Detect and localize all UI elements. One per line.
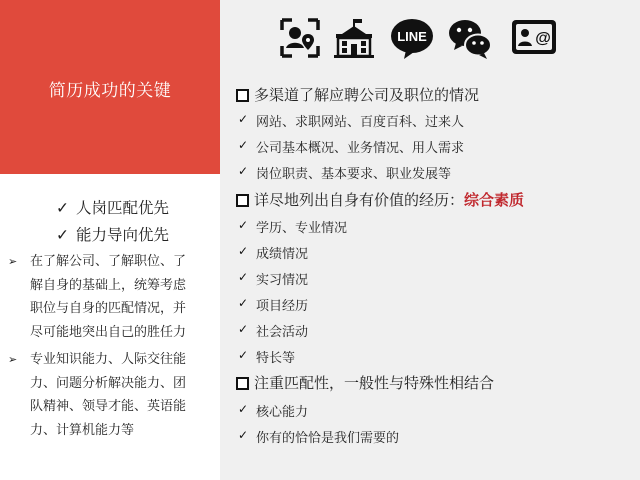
section-heading: 详尽地列出自身有价值的经历：综合素质: [254, 191, 525, 209]
svg-text:LINE: LINE: [397, 29, 427, 44]
check-item: ✓ 能力导向优先: [56, 226, 170, 244]
checkmark-icon: ✓: [238, 138, 249, 152]
title-banner: [0, 0, 220, 174]
list-item: 实习情况: [256, 273, 309, 288]
checkmark-icon: ✓: [238, 402, 249, 416]
checkmark-icon: ✓: [238, 270, 249, 284]
checkmark-icon: ✓: [56, 199, 69, 217]
square-bullet-icon: [236, 377, 249, 390]
left-panel: [0, 0, 220, 480]
section-heading: 注重匹配性，一般性与特殊性相结合: [254, 374, 495, 392]
icon-row: [220, 16, 640, 62]
arrow-paragraph: ➢ 在了解公司、了解职位、了 解自身的基础上，统筹考虑 职位与自身的匹配情况，并 尽可能地突出自己的胜任力: [8, 250, 214, 344]
checkmark-icon: ✓: [238, 112, 249, 126]
contact-card-icon: [278, 16, 322, 60]
wechat-icon: [448, 16, 492, 60]
square-bullet-icon: [236, 89, 249, 102]
list-item: 你有的恰恰是我们需要的: [256, 431, 400, 446]
checkmark-icon: ✓: [238, 296, 249, 310]
check-item: ✓ 人岗匹配优先: [56, 199, 170, 217]
list-item: 项目经历: [256, 299, 309, 314]
square-bullet-icon: [236, 194, 249, 207]
checkmark-icon: ✓: [238, 164, 249, 178]
right-panel: [220, 0, 640, 480]
arrow-bullet-icon: ➢: [8, 353, 18, 366]
svg-text:@: @: [535, 30, 551, 47]
list-item: 学历、专业情况: [256, 221, 348, 236]
list-item: 成绩情况: [256, 247, 309, 262]
panel-title: 简历成功的关键: [48, 81, 172, 101]
checkmark-icon: ✓: [238, 244, 249, 258]
list-item: 社会活动: [256, 325, 309, 340]
school-building-icon: [332, 16, 376, 60]
checkmark-icon: ✓: [238, 218, 249, 232]
list-item: 特长等: [256, 351, 296, 366]
list-item: 岗位职责、基本要求、职业发展等: [256, 167, 452, 182]
checkmark-icon: ✓: [56, 226, 69, 244]
arrow-bullet-icon: ➢: [8, 255, 18, 268]
arrow-paragraph: ➢ 专业知识能力、人际交往能 力、问题分析解决能力、团 队精神、领导才能、英语能 力、计算机能力等: [8, 348, 214, 442]
list-item: 公司基本概况、业务情况、用人需求: [256, 141, 465, 156]
list-item: 核心能力: [256, 405, 309, 420]
list-item: 网站、求职网站、百度百科、过来人: [256, 115, 465, 130]
checkmark-icon: ✓: [238, 428, 249, 442]
checkmark-icon: ✓: [238, 322, 249, 336]
section-heading: 多渠道了解应聘公司及职位的情况: [254, 86, 480, 104]
highlight-text: 综合素质: [464, 191, 525, 209]
email-contact-icon: [510, 16, 558, 60]
checkmark-icon: ✓: [238, 348, 249, 362]
line-app-icon: [390, 16, 434, 60]
